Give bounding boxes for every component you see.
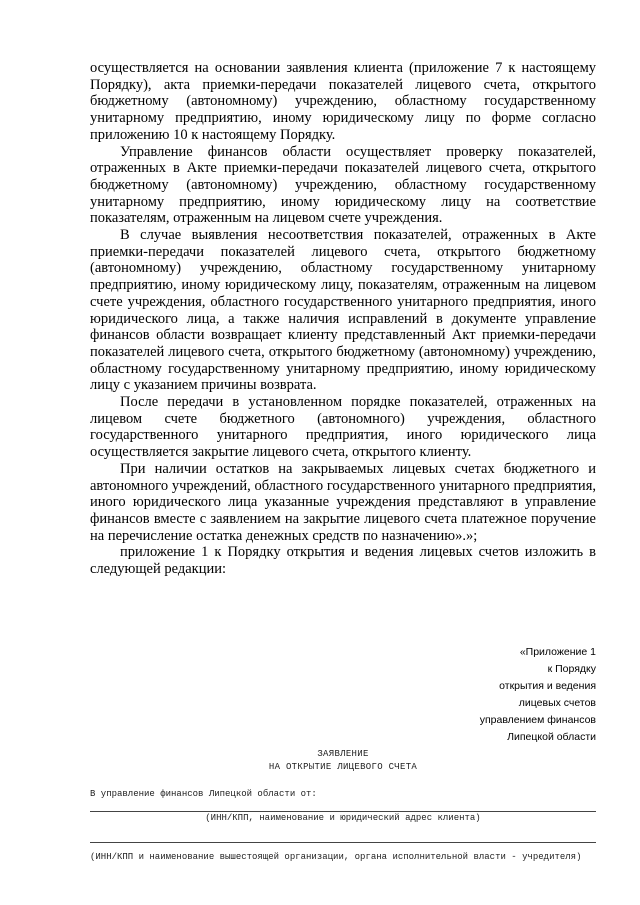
paragraph-appendix-instruction: приложение 1 к Порядку открытия и ведения лицевых счетов изложить в следующей редакции: xyxy=(90,544,596,578)
client-field-caption: (ИНН/КПП, наименование и юридический адрес клиента) xyxy=(205,813,481,823)
form-addressee: В управление финансов Липецкой области от: xyxy=(90,789,317,799)
paragraph-remaining-funds: При наличии остатков на закрываемых лицевых счетах бюджетного и автономного учреждений, областного государственного унитарного предприятия, иного юридического лица указанные учреждения представляют в управление финансов вместе с заявлением на закрытие лицевого счета платежное поручение на перечисление остатка денежных средств по назначению».»; xyxy=(90,460,596,544)
paragraph-verification: Управление финансов области осуществляет проверку показателей, отраженных в Акте приемки-передачи показателей лицевого счета, открытого бюджетному (автономному) учреждению, областному государственному унитарному предприятию, иному юридическому лицу на соответствие показателям, отраженным на лицевом счете учреждения. xyxy=(90,143,596,227)
appendix-ref-line: открытия и ведения xyxy=(499,680,596,692)
appendix-ref-line: «Приложение 1 xyxy=(519,646,596,658)
form-title: ЗАЯВЛЕНИЕ xyxy=(317,749,369,759)
appendix-ref-line: Липецкой области xyxy=(507,731,596,743)
paragraph-continuation: осуществляется на основании заявления клиента (приложение 7 к настоящему Порядку), акта приемки-передачи показателей лицевого счета, открытого бюджетному (автономному) учреждению, областному государственному унитарному предприятию, иному юридическому лицу по форме согласно приложению 10 к настоящему Порядку. xyxy=(90,60,596,143)
appendix-reference xyxy=(480,644,596,746)
application-form xyxy=(90,748,596,863)
parent-org-field-caption: (ИНН/КПП и наименование вышестоящей организации, органа исполнительной власти - учредителя) xyxy=(90,852,582,862)
paragraph-mismatch: В случае выявления несоответствия показателей, отраженных в Акте приемки-передачи показателей лицевого счета, открытого бюджетному (автономному) учреждению, областному государственному унитарному предприятию, иному юридическому лицу, показателям, отраженным на лицевом счете учреждения, областного государственного унитарного предприятия, иного юридического лица, а также наличия исправлений в документе управление финансов области возвращает клиенту представленный Акт приемки-передачи показателей лицевого счета, открытого бюджетному (автономному) учреждению, областному государственному унитарному предприятию, иному юридическому лицу с указанием причины возврата. xyxy=(90,227,596,394)
document-body xyxy=(90,60,596,578)
appendix-ref-line: к Порядку xyxy=(547,663,596,675)
form-subtitle: НА ОТКРЫТИЕ ЛИЦЕВОГО СЧЕТА xyxy=(268,762,418,772)
paragraph-closure: После передачи в установленном порядке показателей, отраженных на лицевом счете бюджетного (автономного) учреждения, областного государственного унитарного предприятия, иного юридического лица осуществляется закрытие лицевого счета, открытого клиенту. xyxy=(90,394,596,461)
parent-org-field-line[interactable] xyxy=(90,842,596,843)
appendix-ref-line: управлением финансов xyxy=(479,714,596,726)
appendix-ref-line: лицевых счетов xyxy=(518,697,596,709)
